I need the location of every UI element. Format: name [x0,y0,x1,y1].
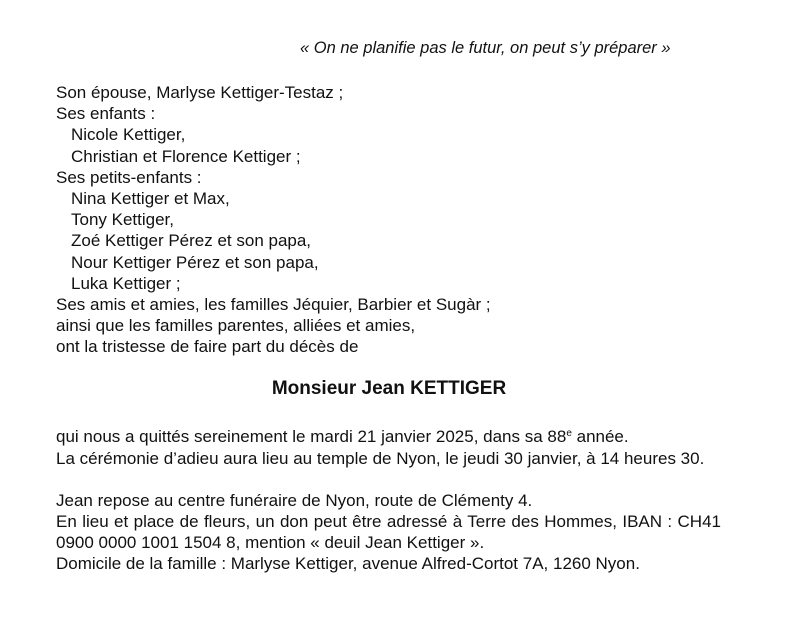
family-member-line: Christian et Florence Kettiger ; [71,146,301,166]
family-member-line: Nina Kettiger et Max, [71,189,230,208]
repose-paragraph: Jean repose au centre funéraire de Nyon, route de Clémenty 4. [56,491,533,510]
family-member-line: Zoé Kettiger Pérez et son papa, [71,231,312,251]
family-heading-line: Ses petits-enfants : [56,167,202,187]
donation-paragraph: En lieu et place de fleurs, un don peut être adressé à Terre des Hommes, IBAN : CH41 0900 0000 1001 1504 8, mention « deuil Jean Kettiger ». [56,512,721,552]
ceremony-paragraph: La cérémonie d’adieu aura lieu au temple de Nyon, le jeudi 30 janvier, à 14 heures 30. [56,449,705,468]
death-notice-end: année. [571,427,629,446]
family-heading-line: ainsi que les familles parentes, alliées et amies, [56,316,416,336]
family-member-line: Nour Kettiger Pérez et son papa, [71,252,319,272]
epigraph-quote: « On ne planifie pas le futur, on peut s’y préparer » [300,39,671,57]
death-notice-text: qui nous a quittés sereinement le mardi 21 janvier 2025, dans sa 88 [56,427,567,446]
deceased-name: Monsieur Jean KETTIGER [271,378,507,399]
ordinal-suffix: e [566,428,572,439]
family-heading-line: Ses amis et amies, les familles Jéquier, Barbier et Sugàr ; [56,295,491,314]
family-heading-line: Son épouse, Marlyse Kettiger-Testaz ; [56,83,344,102]
death-notice [56,426,721,447]
family-member-line: Nicole Kettiger, [71,125,186,145]
family-heading-line: Ses enfants : [56,104,156,124]
family-member-line: Tony Kettiger, [71,210,175,230]
family-address: Domicile de la famille : Marlyse Kettiger, avenue Alfred-Cortot 7A, 1260 Nyon. [56,554,640,573]
family-member-line: Luka Kettiger ; [71,273,181,293]
family-heading-line: ont la tristesse de faire part du décès de [56,337,359,357]
